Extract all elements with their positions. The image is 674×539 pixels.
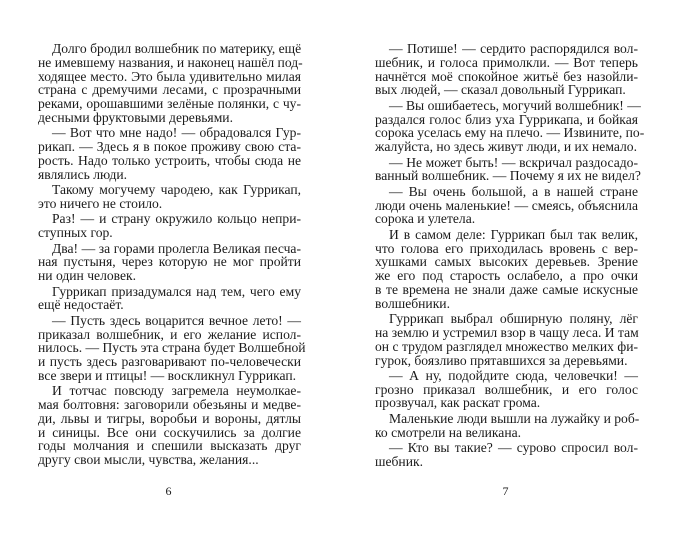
text-line: — Пусть здесь воцарится вечное лето! — bbox=[52, 312, 301, 328]
text-line: — Не может быть! — вскричал раздосадо- bbox=[389, 154, 638, 170]
text-column bbox=[38, 41, 306, 468]
text-line: ни один человек. bbox=[38, 268, 137, 284]
text-line: вых людей, — сказал довольный Гуррикап. bbox=[375, 82, 626, 98]
text-line: — Потише! — сердито распорядился вол- bbox=[389, 41, 638, 56]
text-line: люди очень маленькие! — смеясь, объяснила bbox=[375, 197, 638, 213]
text-line: в те времена не знали даже самые искусные bbox=[375, 281, 638, 297]
text-line: гурок, боязливо прятавшихся за деревьями. bbox=[375, 352, 628, 368]
text-line: страна с дремучими лесами, с прозрачными bbox=[38, 82, 301, 98]
text-line: сорока и улетела. bbox=[375, 211, 476, 227]
text-line: сорока уселась ему на плечо. — Извините, по- bbox=[375, 125, 645, 141]
paragraph bbox=[38, 312, 306, 383]
text-line: рикап. — Здесь я в покое проживу свою ста- bbox=[38, 139, 301, 155]
text-line: ная пустыня, через которую не мог пройти bbox=[38, 254, 301, 270]
text-line: И в самом деле: Гуррикап был так велик, bbox=[389, 226, 638, 242]
paragraph bbox=[375, 154, 641, 184]
text-line: он с трудом разглядел множество мелких фи- bbox=[375, 338, 638, 354]
text-line: ходящее место. Это была удивительно милая bbox=[38, 68, 301, 84]
paragraph bbox=[38, 183, 301, 211]
text-line: нилось. — Пусть эта страна будет Волшебной bbox=[38, 340, 306, 356]
text-line: рость. Надо только устроить, чтобы сюда не bbox=[38, 152, 301, 168]
text-line: десными фруктовыми деревьями. bbox=[38, 109, 233, 125]
text-line: приказал волшебник, и его желание испол- bbox=[38, 326, 301, 342]
paragraph bbox=[375, 228, 638, 311]
text-line: годы молчания и спешили высказать друг bbox=[38, 438, 301, 454]
paragraph bbox=[375, 412, 638, 440]
text-line: жалуйста, но здесь живут люди, и их немало. bbox=[375, 139, 637, 155]
text-line: — Вот что мне надо! — обрадовался Гур- bbox=[52, 125, 301, 141]
text-line: ди, львы и тигры, воробьи и вороны, дятлы bbox=[38, 410, 301, 426]
paragraph bbox=[375, 185, 638, 226]
text-line: — Вы ошибаетесь, могучий волшебник! — bbox=[389, 97, 641, 113]
text-line: ещё недостаёт. bbox=[38, 297, 124, 313]
text-line: являлись люди. bbox=[38, 166, 128, 182]
text-line: прозвучал, как раскат грома. bbox=[375, 395, 541, 411]
paragraph bbox=[375, 97, 645, 155]
text-line: Два! — за горами пролегла Великая песча- bbox=[52, 240, 301, 256]
text-line: шебник, и голоса примолкли. — Вот теперь bbox=[375, 54, 638, 70]
paragraph bbox=[38, 285, 301, 313]
text-line: Раз! — и страну окружило кольцо непри- bbox=[52, 211, 301, 227]
paragraph bbox=[38, 384, 301, 467]
text-line: другу свои мысли, чувства, желания... bbox=[38, 452, 259, 468]
text-line: раздался голос близ уха Гуррикапа, и бойкая bbox=[375, 111, 638, 127]
paragraph bbox=[375, 441, 638, 469]
page-number: 7 bbox=[502, 484, 509, 498]
paragraph bbox=[38, 126, 301, 181]
text-line: — Вы очень большой, а в нашей стране bbox=[389, 183, 638, 199]
paragraph bbox=[375, 369, 638, 410]
text-line: И тотчас повсюду загремела неумолкае- bbox=[52, 383, 301, 399]
page-number: 6 bbox=[165, 484, 172, 498]
text-line: начнётся моё спокойное житьё без назойли- bbox=[375, 68, 638, 84]
text-line: — Кто вы такие? — сурово спросил вол- bbox=[389, 440, 638, 456]
text-line: ступных гор. bbox=[38, 225, 113, 241]
text-line: что голова его приходилась вровень с вер- bbox=[375, 240, 638, 256]
right-page bbox=[337, 0, 674, 539]
text-line: ванный волшебник. — Почему я их не видел? bbox=[375, 168, 641, 184]
paragraph bbox=[38, 212, 301, 240]
paragraph bbox=[38, 242, 301, 283]
text-line: Гуррикап призадумался над тем, чего ему bbox=[52, 283, 301, 299]
text-line: — А ну, подойдите сюда, человечки! — bbox=[389, 367, 638, 383]
paragraph bbox=[375, 42, 638, 97]
text-line: шебник. bbox=[375, 453, 423, 469]
text-line: и синицы. Все они соскучились за долгие bbox=[38, 424, 301, 440]
text-line: не имевшему названия, и наконец нашёл под- bbox=[38, 54, 303, 70]
text-line: реками, орошавшими зелёные полянки, с чу- bbox=[38, 96, 301, 112]
text-line: это ничего не стоило. bbox=[38, 195, 163, 211]
paragraph bbox=[375, 312, 638, 367]
text-line: хушками самых высоких деревьев. Зрение bbox=[375, 254, 638, 270]
text-line: ко смотрели на великана. bbox=[375, 424, 522, 440]
text-line: Гуррикап выбрал обширную поляну, лёг bbox=[389, 311, 638, 327]
text-line: и пусть здесь разговаривают по-человечески bbox=[38, 354, 301, 370]
paragraph bbox=[38, 42, 301, 125]
text-line: на землю и устремил взор в чащу леса. И там bbox=[375, 324, 639, 340]
text-line: все звери и птицы! — воскликнул Гуррикап. bbox=[38, 367, 297, 383]
text-line: грозно приказал волшебник, и его голос bbox=[375, 381, 638, 397]
text-line: Долго бродил волшебник по материку, ещё bbox=[52, 41, 302, 56]
text-line: волшебники. bbox=[375, 295, 450, 311]
text-column bbox=[375, 41, 645, 469]
text-line: мая болтовня: заговорили обезьяны и медве- bbox=[38, 397, 301, 413]
text-line: же его под старость ослабело, а про очки bbox=[375, 268, 638, 284]
text-line: Маленькие люди вышли на лужайку и роб- bbox=[389, 410, 640, 426]
text-line: Такому могучему чародею, как Гуррикап, bbox=[52, 182, 301, 198]
